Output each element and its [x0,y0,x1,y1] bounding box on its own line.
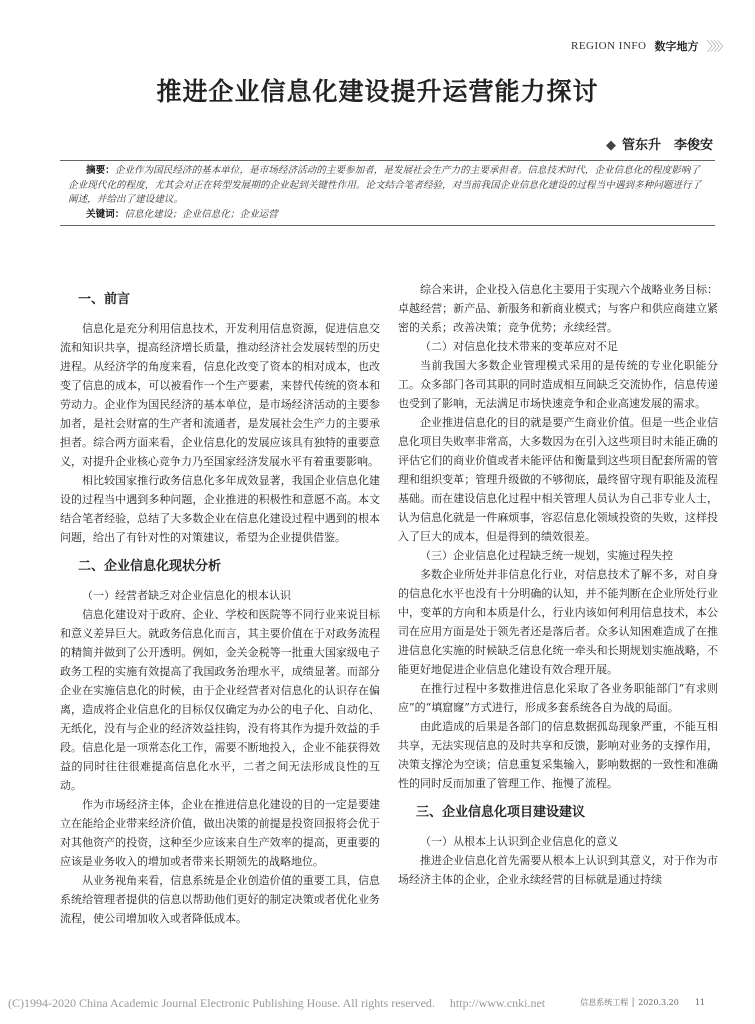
paragraph: 综合来讲，企业投入信息化主要用于实现六个战略业务目标：卓越经营；新产品、新服务和新商业模式；与客户和供应商建立紧密的关系；改善决策；竞争优势；永续经营。 [398,283,718,334]
keywords-label: 关键词： [86,208,125,220]
authors [606,134,713,153]
region-header [571,36,727,55]
paragraph: 信息化建设对于政府、企业、学校和医院等不同行业来说目标和意义差异巨大。就政务信息化而言，其主要价值在于对政务流程的精简并做到了公开透明。例如，金关金税等一批重大国家级电子政务工程的实施有效提高了我国政务治理水平，成绩显著。而部分企业在实施信息化的时候，由于企业经营者对信息化的认识存在偏离，造成将企业信息化的目标仅仅确定为办公的电子化、自动化、无纸化，没有与企业的经济效益挂钩，没有将其作为提升效益的手段。信息化是一项常态化工作，需要不断地投入，企业不能获得效益的同时往往很难提高信息化水平，二者之间无法形成良性的互动。 [60,608,380,792]
author-names: 管东升 李俊安 [621,138,713,153]
right-column [398,280,718,889]
section-heading: 一、前言 [78,292,131,307]
abstract-label: 摘要： [86,165,115,176]
copyright-footer: (C)1994-2020 China Academic Journal Electronic Publishing House. All rights reserved. http://www.cnki.net [8,996,546,1010]
subsection-heading: （一）从根本上认识到企业信息化的意义 [420,835,618,848]
left-column [60,280,380,928]
subsection-heading: （一）经营者缺乏对企业信息化的根本认识 [82,589,291,602]
paragraph: 由此造成的后果是各部门的信息数据孤岛现象严重，不能互相共享，无法实现信息的及时共享和反馈，影响对业务的支撑作用，决策支撑沦为空谈；信息重复采集输入，影响数据的一致性和准确性的同时反而加重了管理工作、拖慢了流程。 [398,720,718,790]
subsection-heading: （二）对信息化技术带来的变革应对不足 [420,340,618,353]
region-en: REGION INFO [571,39,647,52]
journal-footer: 信息系统工程 │ 2020.3.20 11 [580,998,705,1007]
paragraph: 企业推进信息化的目的就是要产生商业价值。但是一些企业信息化项目失败率非常高，大多数因为在引入这些项目时未能正确的评估它们的商业价值或者未能评估和衡量到这些项目配套所需的管理和组织变革；管理升级做的不够彻底，最终留守现有职能及流程基础。而在建设信息化过程中相关管理人员认为自己非专业人士，认为信息化就是一件麻烦事，容忍信息化领域投资的失败，这样投入了巨大的成本，但是得到的绩效很差。 [398,416,718,543]
section-heading: 三、企业信息化项目建设建议 [416,805,586,820]
paragraph: 推进企业信息化首先需要从根本上认识到其意义，对于作为市场经济主体的企业，企业永续经营的目标就是通过持续 [398,854,718,886]
subsection-heading: （三）企业信息化过程缺乏统一规划，实施过程失控 [420,549,673,562]
paragraph: 作为市场经济主体，企业在推进信息化建设的目的一定是要建立在能给企业带来经济价值，做出决策的前提是投资回报将会优于对其他资产的投资，这种至少应该来自生产效率的提高，更重要的应该是业务收入的增加或者带来长期领先的战略地位。 [60,798,380,868]
paragraph: 从业务视角来看，信息系统是企业创造价值的重要工具，信息系统给管理者提供的信息以帮助他们更好的制定决策或者优化业务流程，使公司增加收入或者降低成本。 [60,874,380,925]
abstract [60,160,715,226]
diamond-icon: ◆ [605,138,616,153]
paragraph: 多数企业所处并非信息化行业，对信息技术了解不多，对自身的信息化水平也没有十分明确的认知，并不能判断在企业所处行业中，变革的方向和本质是什么，行业内该如何利用信息技术，本公司在应用方面是处于领先者还是落后者。众多认知困难造成了在推进信息化实施的时候缺乏信息化统一牵头和长期规划实施战略，不能更好地促进企业信息化建设有效合理开展。 [398,568,718,676]
paragraph: 相比较国家推行政务信息化多年成效显著，我国企业信息化建设的过程当中遇到多种问题，企业推进的积极性和意愿不高。本文结合笔者经验，总结了大多数企业在信息化建设过程中遇到的根本问题，给出了有针对性的对策建议，希望为企业提供借鉴。 [60,474,380,544]
section-heading: 二、企业信息化现状分析 [78,559,222,574]
abstract-text: 企业作为国民经济的基本单位，是市场经济活动的主要参加者，是发展社会生产力的主要承担者。信息技术时代，企业信息化的程度影响了企业现代化的程度，尤其会对正在转型发展期的企业起到关键性作用。论文结合笔者经验，对当前我国企业信息化建设的过程当中遇到多种问题进行了阐述，并给出了建设建议。 [68,165,702,205]
keywords-text: 信息化建设；企业信息化；企业运营 [124,208,278,220]
region-cn: 数字地方 [654,39,699,53]
page-title: 推进企业信息化建设提升运营能力探讨 [156,77,599,106]
paragraph: 信息化是充分利用信息技术，开发利用信息资源，促进信息交流和知识共享，提高经济增长质量，推动经济社会发展转型的历史进程。从经济学的角度来看，信息化改变了资本的相对成本，也改变了信息的成本，可以被看作一个生产要素，来替代传统的资本和劳动力。企业作为国民经济的基本单位，是市场经济活动的主要参加者，是社会财富的生产者和流通者，是发展社会生产力的主要承担者。综合两方面来看，企业信息化的发展应该具有独特的重要意义，对提升企业核心竞争力乃至国家经济发展水平有着重要影响。 [60,322,380,468]
chevron-right-icon: 〉〉〉〉 [706,40,727,55]
paragraph: 当前我国大多数企业管理模式采用的是传统的专业化职能分工。众多部门各司其职的同时造成相互间缺乏交流协作，信息传递也受到了影响，无法满足市场快速竞争和企业高速发展的需求。 [398,359,718,410]
paragraph: 在推行过程中多数推进信息化采取了各业务职能部门“有求则应”的“填窟窿”方式进行，形成多套系统各自为战的局面。 [398,682,718,714]
